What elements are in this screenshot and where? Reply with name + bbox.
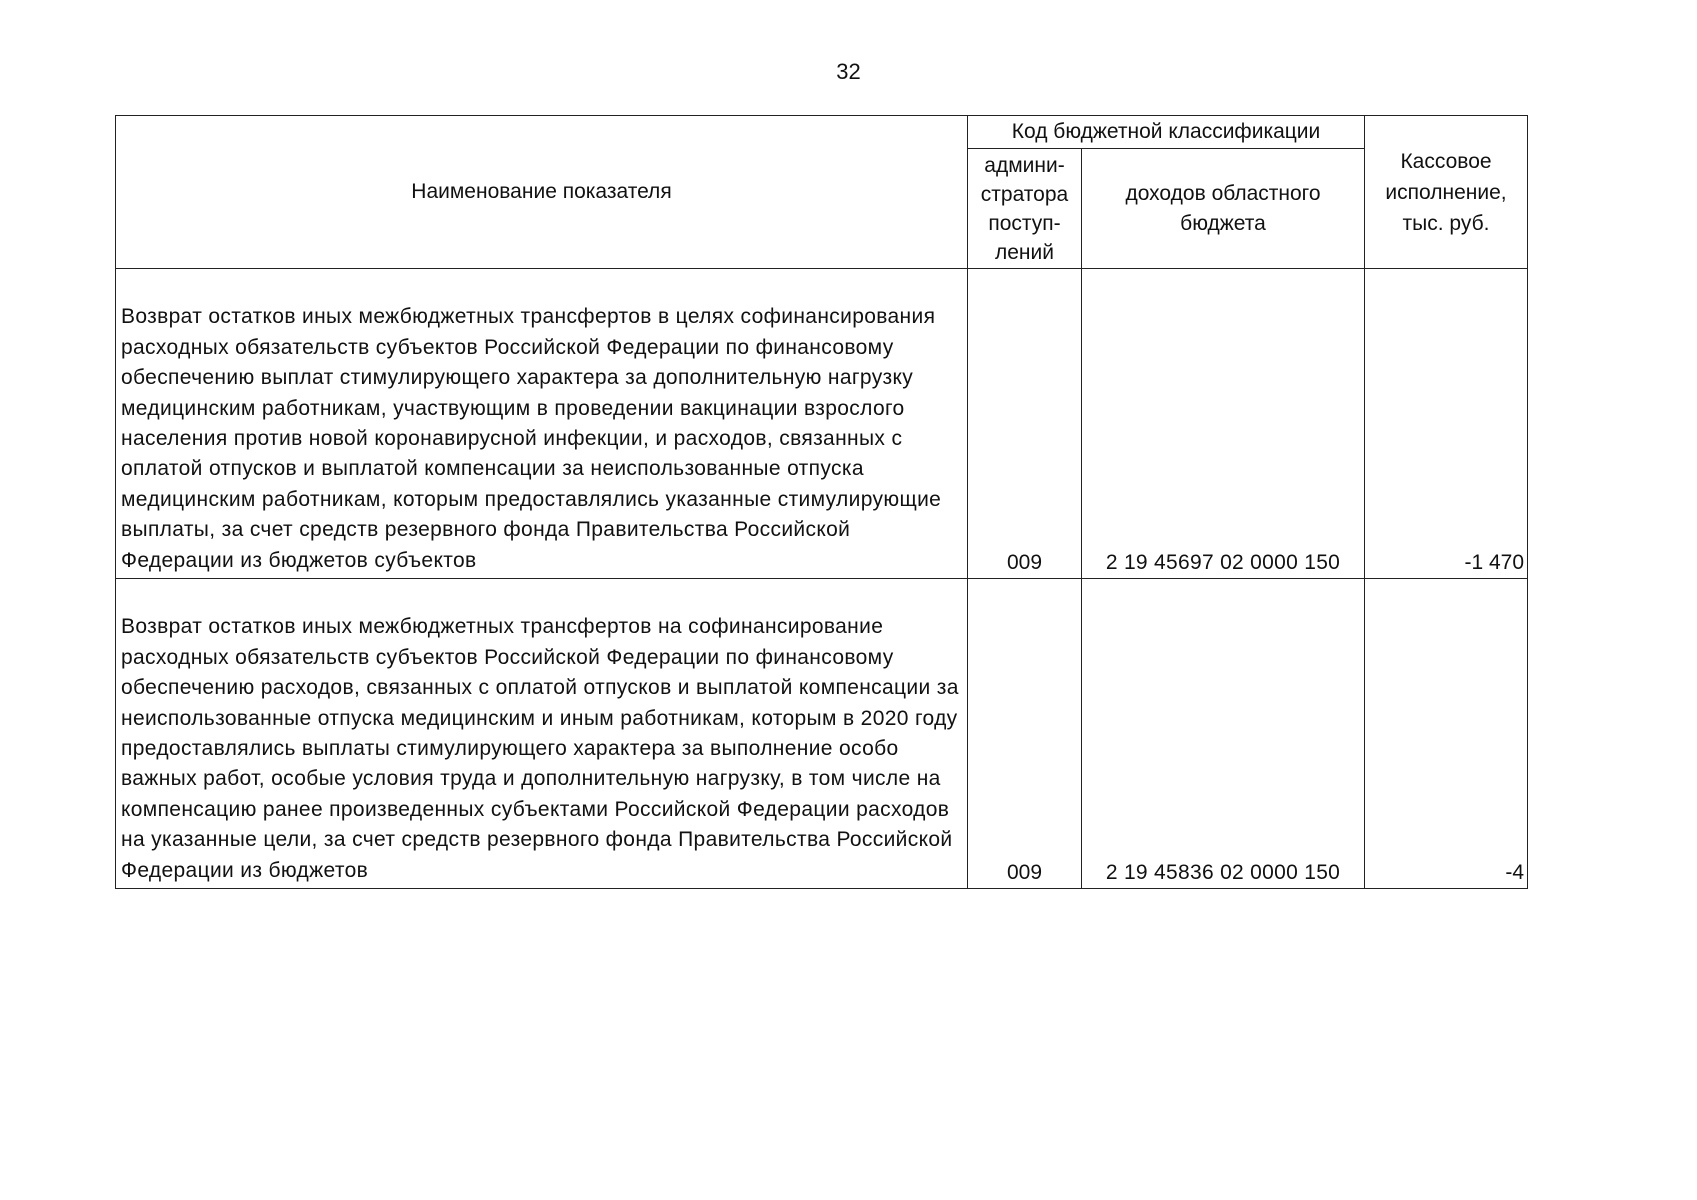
row-name: Возврат остатков иных межбюджетных трансфертов на софинансирование расходных обязательств субъектов Российской Федерации по финансовому обеспечению расходов, связанных с оплатой отпусков и выплатой компенсации за неиспользованные отпуска медицинским и иным работникам, которым в 2020 году предоставлялись выплаты стимулирующего характера за выполнение особо важных работ, особые условия труда и дополнительную нагрузку, в том числе на компенсацию ранее произведенных субъектами Российской Федерации расходов на указанные цели, за счет средств резервного фонда Правительства Российской Федерации из бюджетов xyxy=(116,579,968,889)
header-amount xyxy=(1365,116,1528,269)
row-name: Возврат остатков иных межбюджетных трансфертов в целях софинансирования расходных обязательств субъектов Российской Федерации по финансовому обеспечению выплат стимулирующего характера за дополнительную нагрузку медицинским работникам, участвующим в проведении вакцинации взрослого населения против новой коронавирусной инфекции, и расходов, связанных с оплатой отпусков и выплатой компенсации за неиспользованные отпуска медицинским работникам, которым предоставлялись указанные стимулирующие выплаты, за счет средств резервного фонда Правительства Российской Федерации из бюджетов субъектов xyxy=(116,269,968,579)
header-name: Наименование показателя xyxy=(116,116,968,269)
row-income-code: 2 19 45836 02 0000 150 xyxy=(1082,579,1365,889)
page-number: 32 xyxy=(836,59,861,84)
row-amount: -1 470 xyxy=(1365,269,1528,579)
table-row xyxy=(116,269,1528,579)
row-administrator-code: 009 xyxy=(968,579,1082,889)
row-amount: -4 xyxy=(1365,579,1528,889)
header-code-group: Код бюджетной классификации xyxy=(968,116,1365,149)
header-income xyxy=(1082,149,1365,269)
header-row-top xyxy=(116,116,1528,149)
row-income-code: 2 19 45697 02 0000 150 xyxy=(1082,269,1365,579)
header-administrator: админи-стратора поступ-лений xyxy=(968,149,1082,269)
budget-table xyxy=(115,115,1528,889)
header-amount-label: Кассовое исполнение, тыс. руб. xyxy=(1385,149,1507,235)
header-income-label: доходов областного бюджета xyxy=(1125,181,1321,235)
row-administrator-code: 009 xyxy=(968,269,1082,579)
table-row xyxy=(116,579,1528,889)
